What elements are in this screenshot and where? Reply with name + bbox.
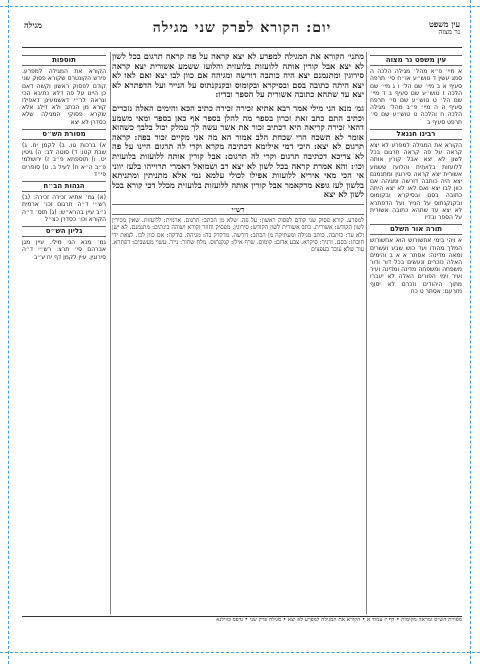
- masoret-hashas-heading: מסורת הש״ס: [22, 129, 106, 140]
- page-title: יום: הקורא לפרק שני מגילה: [152, 20, 332, 36]
- gemara-text: גמ׳ מנא הני מילי אמר רבא אתיא זכירה זכירה כתיב הכא והימים האלה נזכרים וכתיב התם כתב זאת זכרון בספר מה להלן בספר אף כאן בספר ומאי משמע דהאי זכירה קריאה היא דכתיב זכור את אשר עשה לך עמלק יכול בלבך כשהוא אומר לא תשכח הרי שכחת הלב אמור הא מה אני מקיים זכור בפה: קראה תרגום לא יצא: היכי דמי אילימא דכתיבה מקרא וקרי לה תרגום היינו על פה לא צריכא דכתיבה תרגום וקרי לה תרגום: אבל קורין אותה ללועזות בלועזית וכו׳: והא אמרת קראה בכל לשון לא יצא רב ושמואל דאמרי תרוייהו בלעז יווני אי הכי מאי איריא ללועזות אפילו לכולי עלמא נמי אלא מתניתין ומתניתא בלשון לעז גופא מדקאמר אבל קורין אותה ללועזות בלועזית מכלל דכי קורא בכל לשון לא יצא: [112, 102, 364, 200]
- hagahot-habach-text: (א) גמ׳ אתיא זכירה זכירה: (ב) רש״י ד״ה תרגום וכו׳ ארמית נ״ב עיין בהרא״ש: (ג) תוס׳ ד״ה הקורא וכו׳ כסדרן כצ״ל: [22, 194, 106, 223]
- rashi-text: למפרע. קורא פסוק שני קודם לפסוק ראשון: על פה. שלא מן הכתב: תרגום. ארמית: ללועזות. שאין מכירין לשון הקודש: אשורית. כתב אשורית לשון הקודש: סירוגין. מפסיק וחוזר וקורא ושוהה בינתים: מתנמנם. לא ישן ולא ער: כותבה. כותב מגילה ומעתיקה מן הכתב: דורשה. מדקדק בה: מגיהה. בודקה: אם כוון לבו. לצאת ידי חובתו: בסם. זרניך: סיקרא. צבע אדום: קומוס. שרף אילן: קנקנתוס. מלח שחור: נייר. עשוי מעשבים: דפתרא. עור שלא עובד בעפצים: [112, 217, 364, 253]
- torah-or-heading: תורה אור השלם: [370, 224, 462, 235]
- right-commentary-column: [370, 52, 462, 612]
- ein-mishpat-text: א מיי׳ פ״א מהל׳ מגילה הלכה ה סמג עשין ד טוש״ע או״ח סי׳ תרפה סעיף א ב מיי׳ שם הל׳ ו ג מיי׳ שם הלכה ז טוש״ע שם סעיף ב ד מיי׳ שם הל׳ ט טוש״ע שם סי׳ תרפח סעיף ה ה מיי׳ פ״ב מהל׳ מגילה הלכה ח והלכה ט טוש״ע שם סי׳ תרפט סעיף ב: [370, 68, 462, 126]
- rabbeinu-chananel-text: הקורא את המגילה למפרע לא יצא קראה על פה קראה תרגום בכל לשון לא יצא אבל קורין אותה ללועזות בלועזית והלועז ששמע אשורית יצא קראה סירוגין ומתנמנם יצא היה כותבה דורשה ומגיהה אם כוון לבו יצא ואם לאו לא יצא היתה כתובה בסם ובסיקרא ובקומוס ובקנקנתוס על הנייר ועל הדפתרא לא יצא עד שתהא כתובה אשורית על הספר ובדיו: [370, 142, 462, 222]
- tosafot-heading: תוספות: [22, 55, 106, 66]
- top-dashed-border: [0, 6, 480, 7]
- footer-text: מסורת הש״ס ומראה מקומות • דף יז עמוד א • הקורא את המגילה למפרע לא יצא • מגילה פרק שני • נדפס בווילנא: [216, 617, 462, 623]
- gilyon-hashas-heading: גליון הש״ס: [22, 226, 106, 237]
- right-dashed-border: [470, 0, 471, 664]
- hagahot-habach-heading: הגהות הב״ח: [22, 181, 106, 192]
- ein-mishpat-heading: עין משפט נר מצוה: [370, 55, 462, 66]
- rashi-heading: רש״י: [112, 204, 364, 215]
- header-note-ein-mishpat: עין משפט: [428, 19, 460, 29]
- talmud-page: [22, 18, 462, 630]
- bottom-dashed-border: [0, 652, 480, 653]
- column-divider-left: [110, 52, 111, 614]
- left-dashed-border: [8, 0, 9, 664]
- gilyon-hashas-text: גמ׳ מנא הני מילי. עיין מגן אברהם סי׳ תרצ: רש״י ד״ה סירוגין. עיין לקמן דף יח ע״ב: [22, 239, 106, 261]
- torah-or-text: א ויהי בימי אחשורוש הוא אחשורוש המלך מהודו ועד כוש שבע ועשרים ומאה מדינה: אסתר א א ב והימים האלה נזכרים ונעשים בכל דור ודור משפחה ומשפחה מדינה ומדינה ועיר ועיר וימי הפורים האלה לא יעברו מתוך היהודים וזכרם לא יסוף מזרעם: אסתר ט כח: [370, 237, 462, 295]
- header-tractate-name: מגילה: [24, 20, 42, 30]
- mishnah-text: מתני׳ הקורא את המגילה למפרע לא יצא קראה על פה קראה תרגום בכל לשון לא יצא אבל קורין אותה ללועזות בלועזית והלועז ששמע אשורית יצא קראה סירוגין ומתנמנם יצא היה כותבה דורשה ומגיהה אם כוון לבו יצא ואם לאו לא יצא היתה כתובה בסם ובסיקרא ובקומוס ובקנקנתוס על הנייר ועל הדפתרא לא יצא עד שתהא כתובה אשורית על הספר ובדיו:: [112, 52, 364, 100]
- main-text-column: [112, 52, 364, 612]
- tosafot-text: הקורא את המגילה למפרע. פירש הקונטרס שקורא פסוק שני קודם לפסוק ראשון וקשה דאם כן היינו על פה דלא כתיבא הכי ונראה לר״י דאשמעינן דאפילו קורא מן הכתב ולא דילג אלא שקרא פסוקי המגילה שלא כסדרן לא יצא: [22, 68, 106, 126]
- page-footer: [22, 616, 462, 630]
- header-note-ner-mitzvah: נר מצוה: [438, 28, 460, 36]
- column-divider-right: [366, 52, 367, 614]
- left-commentary-column: [22, 52, 106, 612]
- header-right-notes: [429, 20, 460, 36]
- page-header: [22, 18, 462, 48]
- masoret-hashas-text: א) ברכות טו. ב) לקמן יח. ג) שבת קטו: ד) סוטה לב: ה) גיטין יט. ו) תוספתא פ״ב ז) ירושלמי פ״ב ה״א ח) לעיל ב. ט) סופרים פי״ד: [22, 142, 106, 178]
- rabbeinu-chananel-heading: רבינו חננאל: [370, 129, 462, 140]
